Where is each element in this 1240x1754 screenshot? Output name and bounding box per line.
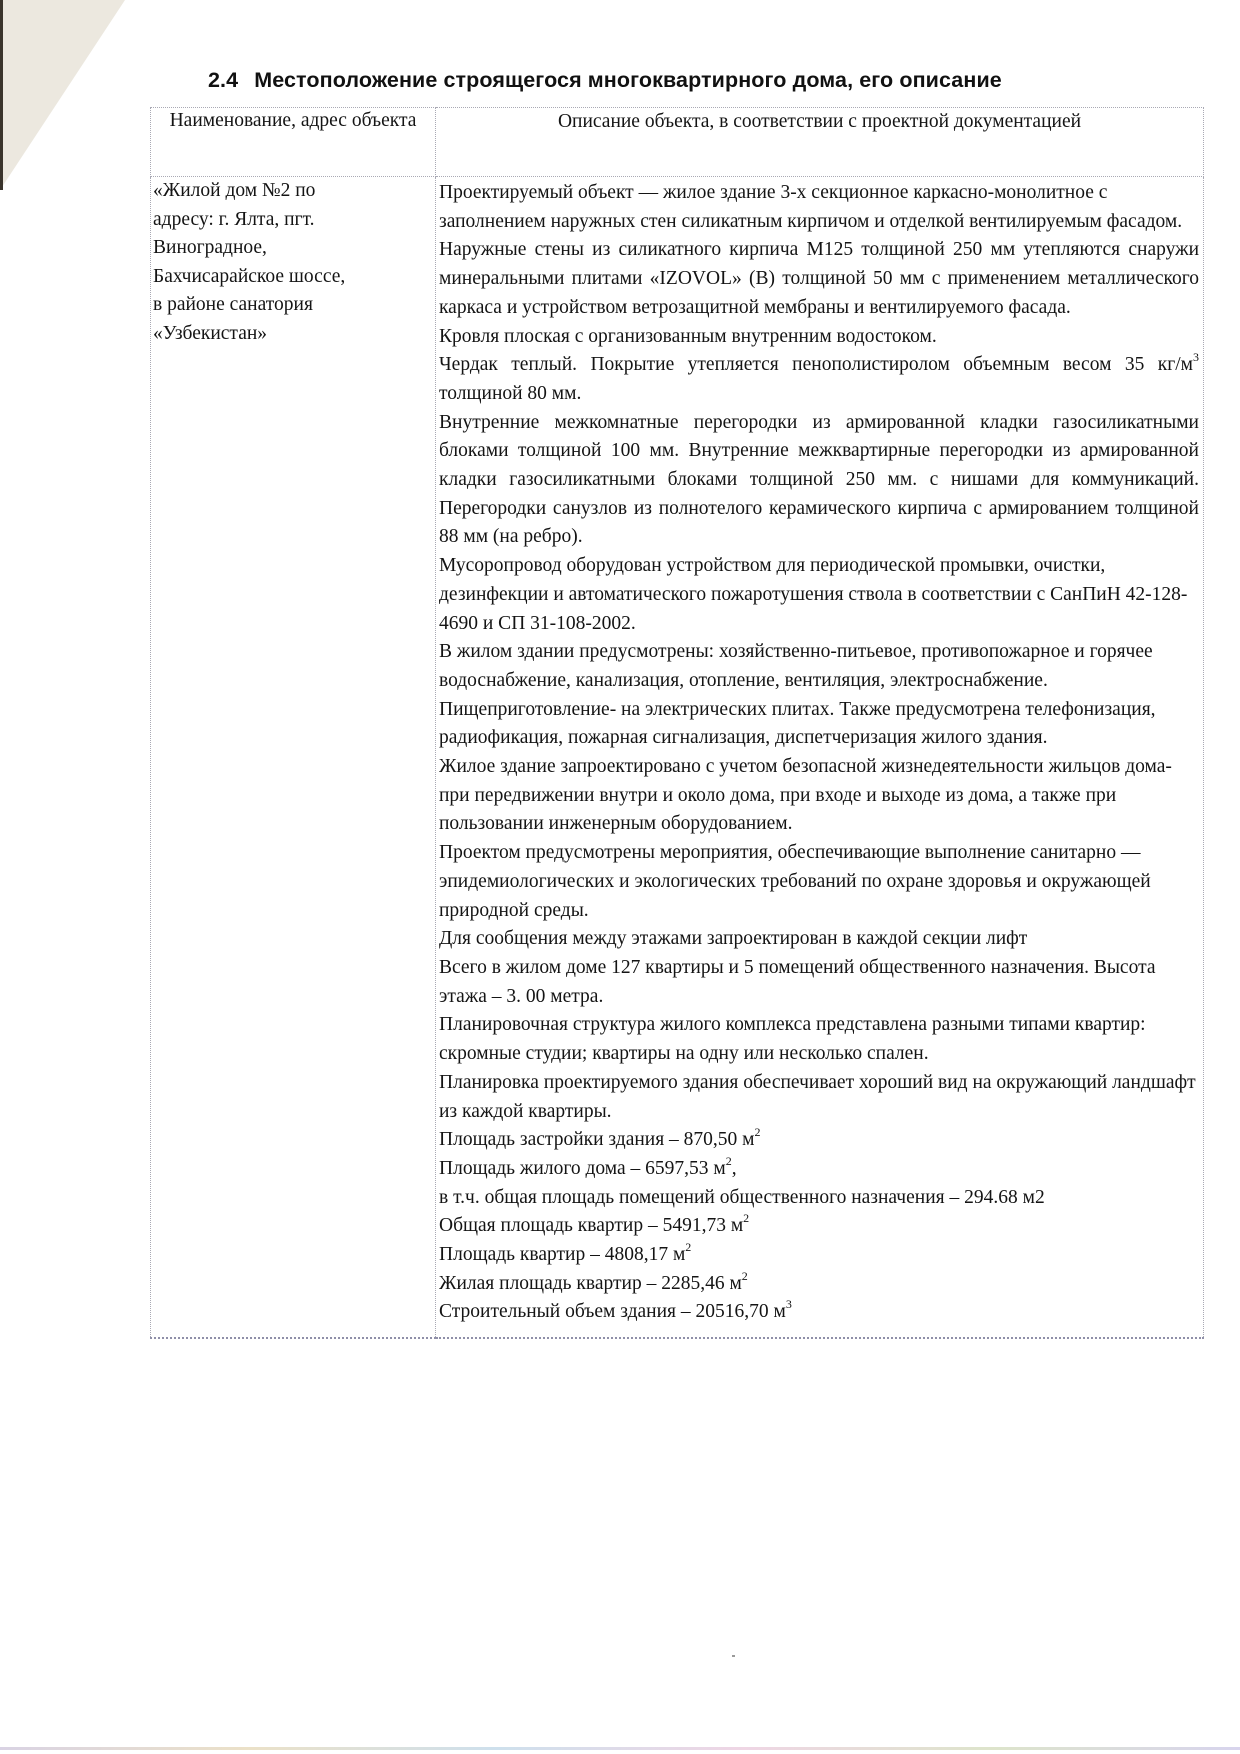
desc-paragraph: Планировочная структура жилого комплекса представлена разными типами квартир: скромные студии; квартиры на одну или несколько спален. bbox=[439, 1014, 1146, 1065]
desc-paragraph: В жилом здании предусмотрены: хозяйственно-питьевое, противопожарное и горячее водоснабжение, канализация, отопление, вентиляция, электроснабжение. bbox=[439, 641, 1153, 691]
desc-paragraph: Проектируемый объект — жилое здание 3-х секционное каркасно-монолитное с заполнением наружных стен силикатным кирпичом и отделкой вентилируемым фасадом. bbox=[439, 182, 1183, 232]
scanned-page-edge bbox=[0, 0, 3, 190]
desc-paragraph: Планировка проектируемого здания обеспечивает хороший вид на окружающий ландшафт из каждой квартиры. bbox=[439, 1071, 1196, 1122]
metric-line: Общая площадь квартир – 5491,73 $м^2$ bbox=[439, 1211, 750, 1237]
scan-speck bbox=[732, 1655, 735, 1657]
object-name-address: «Жилой дом №2 по адресу: г. Ялта, пгт. Виноградное, Бахчисарайское шоссе, в районе санатория «Узбекистан» bbox=[151, 177, 436, 1339]
desc-paragraph: Проектом предусмотрены мероприятия, обеспечивающие выполнение санитарно — эпидемиологических и экологических требований по охране здоровья и окружающей природной среды. bbox=[439, 842, 1151, 921]
section-heading bbox=[208, 68, 1002, 93]
metric-line: Площадь застройки здания – 870,50 $м^2$ bbox=[439, 1125, 761, 1151]
metric-line: Площадь квартир – 4808,17 $м^2$ bbox=[439, 1240, 692, 1266]
header-object-name: Наименование, адрес объекта bbox=[151, 108, 436, 177]
table-header-row bbox=[151, 108, 1204, 177]
desc-paragraph: Жилое здание запроектировано с учетом безопасной жизнедеятельности жильцов дома- при передвижении внутри и около дома, при входе и выходе из дома, а также при пользовании инженерным оборудованием. bbox=[439, 756, 1172, 835]
header-object-description: Описание объекта, в соответствии с проектной документацией bbox=[436, 108, 1204, 177]
desc-paragraph: Пищеприготовление- на электрических плитах. Также предусмотрена телефонизация, радиофикация, пожарная сигнализация, диспетчеризация жилого здания. bbox=[439, 698, 1156, 749]
scan-artifact-line bbox=[0, 1747, 1240, 1750]
desc-paragraph: Для сообщения между этажами запроектирован в каждой секции лифт bbox=[439, 928, 1028, 950]
object-description-table bbox=[150, 107, 1204, 1339]
metric-line: в т.ч. общая площадь помещений общественного назначения – 294.68 м2 bbox=[439, 1186, 1045, 1208]
metric-line: Площадь жилого дома – 6597,53 $м^2$, bbox=[439, 1153, 737, 1179]
desc-paragraph: Мусоропровод оборудован устройством для периодической промывки, очистки, дезинфекции и автоматического пожаротушения ствола в соответствии с СанПиН 42-128-4690 и СП 31-108-2002. bbox=[439, 555, 1188, 634]
section-title: Местоположение строящегося многоквартирного дома, его описание bbox=[254, 68, 1002, 92]
metric-line: Жилая площадь квартир – 2285,46 $м^2$ bbox=[439, 1268, 748, 1294]
section-number: 2.4 bbox=[208, 68, 239, 92]
building-metrics bbox=[439, 1126, 1199, 1327]
metric-line: Строительный объем здания – 20516,70 $м^3$ bbox=[439, 1297, 792, 1323]
desc-paragraph: Всего в жилом доме 127 квартиры и 5 помещений общественного назначения. Высота этажа – 3. 00 метра. bbox=[439, 956, 1156, 1007]
table-row bbox=[151, 177, 1204, 1339]
object-description bbox=[436, 177, 1204, 1339]
desc-paragraph: Наружные стены из силикатного кирпича М125 толщиной 250 мм утепляются снаружи минеральными плитами «IZOVOL» (В) толщиной 50 мм с применением металлического каркаса и устройством ветрозащитной мембраны и вентилируемого фасада. bbox=[439, 239, 1199, 318]
scanned-page-fold bbox=[0, 0, 125, 190]
desc-paragraph: Внутренние межкомнатные перегородки из армированной кладки газосиликатными блоками толщиной 100 мм. Внутренние межквартирные перегородки из армированной кладки газосиликатными блоками толщиной 250 мм. с нишами для коммуникаций. Перегородки санузлов из полнотелого керамического кирпича с армированием толщиной 88 мм (на ребро). bbox=[439, 411, 1199, 548]
desc-paragraph-attic: Чердак теплый. Покрытие утепляется пенополистиролом объемным весом 35 $кг/м^3$ толщиной 80 мм. bbox=[439, 350, 1199, 404]
desc-paragraph: Кровля плоская с организованным внутренним водостоком. bbox=[439, 325, 937, 347]
